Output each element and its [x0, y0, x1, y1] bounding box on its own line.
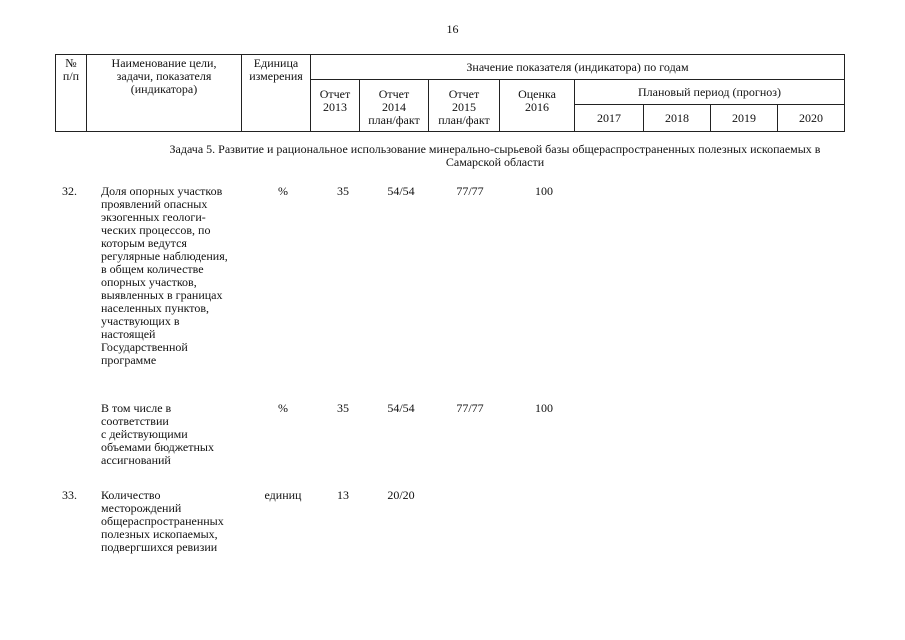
row-value-2015: 77/77: [456, 401, 484, 415]
row-unit: %: [278, 184, 288, 198]
indicator-table-header: [55, 54, 845, 132]
row-value-2013: 35: [337, 184, 349, 198]
header-col-num: № п/п: [56, 55, 87, 132]
row-indicator-name: Доля опорных участков проявлений опасных экзогенных геологи- ческих процессов, по которым ведутся регулярные наблюдения, в общем количестве опорных участков, выявленных в границах населенных пунктов, участвующих в настоящей Государственной программе: [101, 184, 228, 367]
row-value-2013: 35: [337, 401, 349, 415]
header-col-unit: Единица измерения: [242, 55, 311, 132]
row-value-2013: 13: [337, 488, 349, 502]
header-col-name: Наименование цели, задачи, показателя (индикатора): [87, 55, 242, 132]
header-col-2014: Отчет 2014 план/факт: [360, 80, 429, 132]
header-col-2013: Отчет 2013: [311, 80, 360, 132]
row-value-2014: 54/54: [387, 401, 415, 415]
row-indicator-name: Количество месторождений общераспространенных полезных ископаемых, подвергшихся ревизии: [101, 488, 224, 554]
header-col-2016: Оценка 2016: [500, 80, 575, 132]
header-year-2017: 2017: [575, 105, 644, 132]
header-year-2020: 2020: [778, 105, 845, 132]
row-value-2014: 54/54: [387, 184, 415, 198]
header-values-group: Значение показателя (индикатора) по годам: [311, 55, 845, 80]
row-value-2015: 77/77: [456, 184, 484, 198]
row-number: 33.: [62, 488, 77, 502]
header-year-2019: 2019: [711, 105, 778, 132]
task-title: Задача 5. Развитие и рациональное использование минерально-сырьевой базы общераспространенных полезных ископаемых в Самарской области: [169, 142, 821, 169]
row-number: 32.: [62, 184, 77, 198]
row-unit: единиц: [264, 488, 302, 502]
row-value-2016: 100: [535, 401, 553, 415]
row-indicator-name: В том числе в соответствии с действующими объемами бюджетных ассигнований: [101, 401, 214, 467]
page-number: 16: [446, 22, 459, 36]
header-col-2015: Отчет 2015 план/факт: [429, 80, 500, 132]
row-value-2016: 100: [535, 184, 553, 198]
header-plan-group: Плановый период (прогноз): [575, 80, 845, 105]
row-value-2014: 20/20: [387, 488, 415, 502]
row-unit: %: [278, 401, 288, 415]
header-year-2018: 2018: [644, 105, 711, 132]
